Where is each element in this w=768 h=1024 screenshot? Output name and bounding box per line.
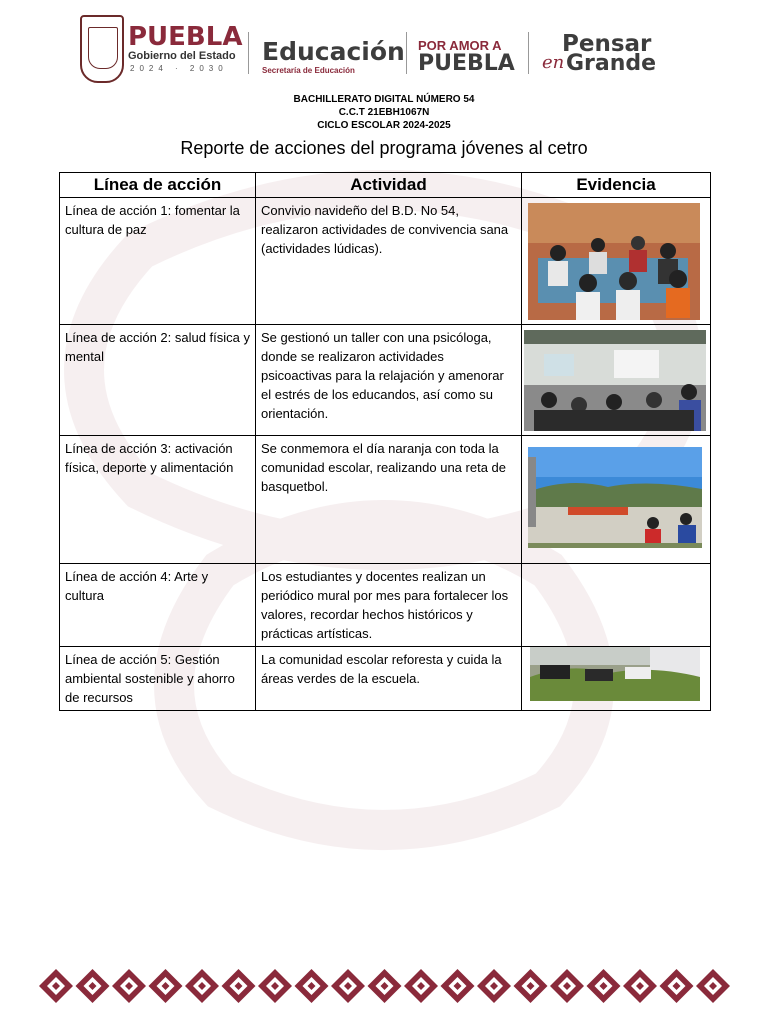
actividad-cell: La comunidad escolar reforesta y cuida la áreas verdes de la escuela.: [256, 647, 522, 711]
evidence-photo: [528, 447, 702, 548]
page-title: Reporte de acciones del programa jóvenes al cetro: [180, 138, 588, 158]
footer-diamond: [39, 969, 73, 1003]
footer-diamond: [696, 969, 730, 1003]
footer-diamond: [514, 969, 548, 1003]
footer-diamond: [222, 969, 256, 1003]
footer-diamond: [112, 969, 146, 1003]
table-row: [60, 325, 711, 436]
footer-diamond: [623, 969, 657, 1003]
footer-diamond: [149, 969, 183, 1003]
grande-logo: Grande: [566, 51, 657, 76]
coat-of-arms-icon: [80, 15, 124, 83]
linea-cell: Línea de acción 5: Gestión ambiental sostenible y ahorro de recursos: [60, 647, 256, 711]
footer-pattern: [38, 966, 730, 1006]
por-amor-label: POR AMOR A: [418, 38, 502, 53]
evidence-photo: [530, 647, 700, 701]
pensar-logo: Pensar: [562, 31, 652, 57]
report-table: [59, 172, 711, 711]
footer-diamond: [185, 969, 219, 1003]
educacion-logo: Educación: [262, 37, 405, 66]
footer-diamond: [441, 969, 475, 1003]
years-label: 2024 · 2030: [130, 64, 228, 73]
divider: [406, 32, 407, 74]
linea-cell: Línea de acción 4: Arte y cultura: [60, 564, 256, 647]
evidencia-cell: [522, 564, 711, 647]
evidencia-cell: [522, 647, 711, 711]
footer-diamond: [477, 969, 511, 1003]
footer-diamond: [404, 969, 438, 1003]
column-header: Evidencia: [522, 173, 711, 198]
footer-diamond: [258, 969, 292, 1003]
linea-cell: Línea de acción 2: salud física y mental: [60, 325, 256, 436]
school-cct: C.C.T 21EBH1067N: [338, 107, 430, 118]
actividad-cell: Los estudiantes y docentes realizan un periódico mural por mes para fortalecer los valores, recordar hechos históricos y prácticas artísticas.: [256, 564, 522, 647]
divider: [248, 32, 249, 74]
en-logo: en: [542, 52, 565, 73]
evidencia-cell: [522, 436, 711, 564]
table-row: [60, 647, 711, 711]
actividad-cell: Se conmemora el día naranja con toda la comunidad escolar, realizando una reta de basquetbol.: [256, 436, 522, 564]
table-row: [60, 198, 711, 325]
footer-diamond: [331, 969, 365, 1003]
evidencia-cell: [522, 198, 711, 325]
header-logos: [0, 10, 768, 90]
linea-cell: Línea de acción 3: activación física, deporte y alimentación: [60, 436, 256, 564]
secretaria-label: Secretaría de Educación: [262, 66, 355, 75]
footer-diamond: [368, 969, 402, 1003]
footer-diamond: [660, 969, 694, 1003]
evidence-photo: [524, 330, 706, 431]
divider: [528, 32, 529, 74]
document-header: [0, 93, 768, 132]
school-name: BACHILLERATO DIGITAL NÚMERO 54: [293, 94, 475, 105]
puebla-logo-2: PUEBLA: [418, 51, 515, 76]
footer-diamond: [76, 969, 110, 1003]
column-header: Línea de acción: [60, 173, 256, 198]
table-header-row: [60, 173, 711, 198]
footer-diamond: [587, 969, 621, 1003]
footer-diamond: [295, 969, 329, 1003]
actividad-cell: Se gestionó un taller con una psicóloga, donde se realizaron actividades psicoactivas para la relajación y amenorar el estrés de los educandos, así como su orientación.: [256, 325, 522, 436]
linea-cell: Línea de acción 1: fomentar la cultura de paz: [60, 198, 256, 325]
actividad-cell: Convivio navideño del B.D. No 54, realizaron actividades de convivencia sana (actividades lúdicas).: [256, 198, 522, 325]
gobierno-label: Gobierno del Estado: [128, 50, 236, 62]
puebla-logo: PUEBLA: [128, 22, 243, 52]
evidence-photo: [528, 203, 700, 320]
evidencia-cell: [522, 325, 711, 436]
table-row: [60, 436, 711, 564]
table-row: [60, 564, 711, 647]
column-header: Actividad: [256, 173, 522, 198]
school-cycle: CICLO ESCOLAR 2024-2025: [317, 120, 451, 131]
footer-diamond: [550, 969, 584, 1003]
